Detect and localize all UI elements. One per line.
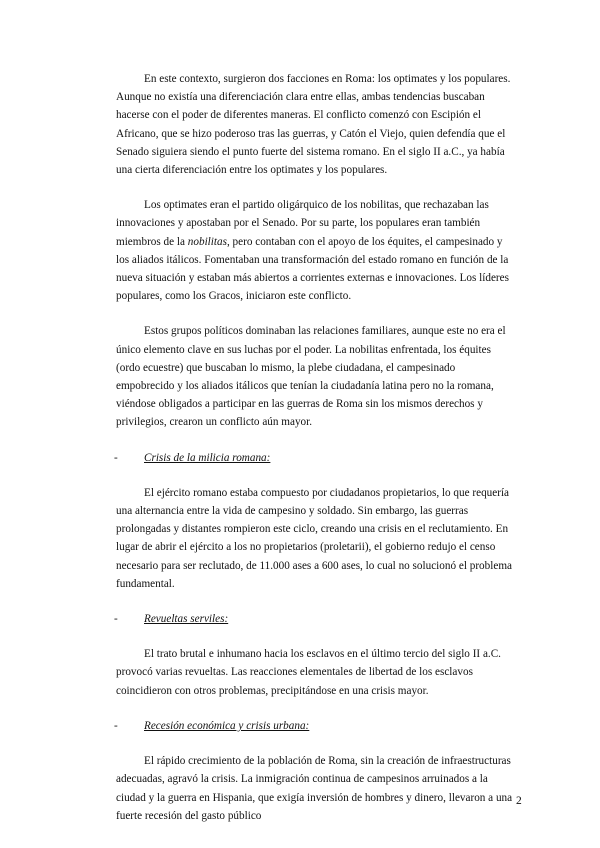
paragraph-slaves: El trato brutal e inhumano hacia los esclavos en el último tercio del siglo II a.C. provocó varias revueltas. Las reacciones elementales de libertad de los esclavos coincidieron con otros problemas, precipitándose en una crisis mayor.	[116, 648, 501, 697]
paragraph-army: El ejército romano estaba compuesto por ciudadanos propietarios, lo que requería una alternancia entre la vida de campesino y soldado. Sin embargo, las guerras prolongadas y distantes rompieron este ciclo, creando una crisis en el reclutamiento. En lugar de abrir el ejército a los no propietarios (proletarii), el gobierno redujo el censo necesario para ser reclutado, de 11.000 ases a 600 ases, lo cual no solucionó el problema fundamental.	[116, 486, 512, 590]
paragraph-optimates-text-1: Los optimates eran el partido oligárquico de los nobilitas, que rechazaban las innovaciones y apostaban por el Senado. Por su parte, los populares eran también miembros de la	[116, 199, 489, 248]
section-heading-milicia	[116, 449, 516, 467]
section-title-milicia: Crisis de la milicia romana:	[144, 451, 271, 464]
bullet-dash: -	[114, 451, 118, 464]
document-page	[116, 70, 516, 842]
section-heading-recesion	[116, 717, 516, 735]
paragraph-political-groups: Estos grupos políticos dominaban las relaciones familiares, aunque este no era el único elemento clave en sus luchas por el poder. La nobilitas enfrentada, los équites (ordo ecuestre) que buscaban lo mismo, la plebe ciudadana, el campesinado empobrecido y los aliados itálicos que tenían la ciudadanía latina pero no la romana, viéndose obligados a participar en las guerras de Roma sin los mismos derechos y privilegios, crearon un conflicto aún mayor.	[116, 325, 506, 429]
italic-term-nobilitas: nobilitas	[187, 235, 227, 248]
section-heading-revueltas	[116, 610, 516, 628]
paragraph-optimates-text-2: , pero contaban con el apoyo de los équites, el campesinado y los aliados itálicos. Fomentaban una transformación del estado romano en función de la nueva situación y estaban más abiertos a corrientes externas e innovaciones. Los líderes populares, como los Gracos, iniciaron este conflicto.	[116, 235, 509, 303]
paragraph-economy: El rápido crecimiento de la población de Roma, sin la creación de infraestructuras adecuadas, agravó la crisis. La inmigración continua de campesinos arruinados a la ciudad y la guerra en Hispania, que exigía inversión de hombres y dinero, llevaron a una fuerte recesión del gasto público	[116, 755, 513, 822]
paragraph-factions: En este contexto, surgieron dos facciones en Roma: los optimates y los populares. Aunque no existía una diferenciación clara entre ellas, ambas tendencias buscaban hacerse con el poder de diferentes maneras. El conflicto comenzó con Escipión el Africano, que se hizo poderoso tras las guerras, y Catón el Viejo, quien defendía que el Senado siguiera siendo el punto fuerte del sistema romano. En el siglo II a.C., ya había una cierta diferenciación entre los optimates y los populares.	[116, 73, 511, 177]
bullet-dash: -	[114, 719, 118, 732]
paragraph-optimates	[116, 196, 516, 305]
bullet-dash: -	[114, 613, 118, 626]
section-title-revueltas: Revueltas serviles:	[144, 613, 229, 626]
page-number: 2	[516, 795, 522, 807]
section-title-recesion: Recesión económica y crisis urbana:	[144, 719, 310, 732]
